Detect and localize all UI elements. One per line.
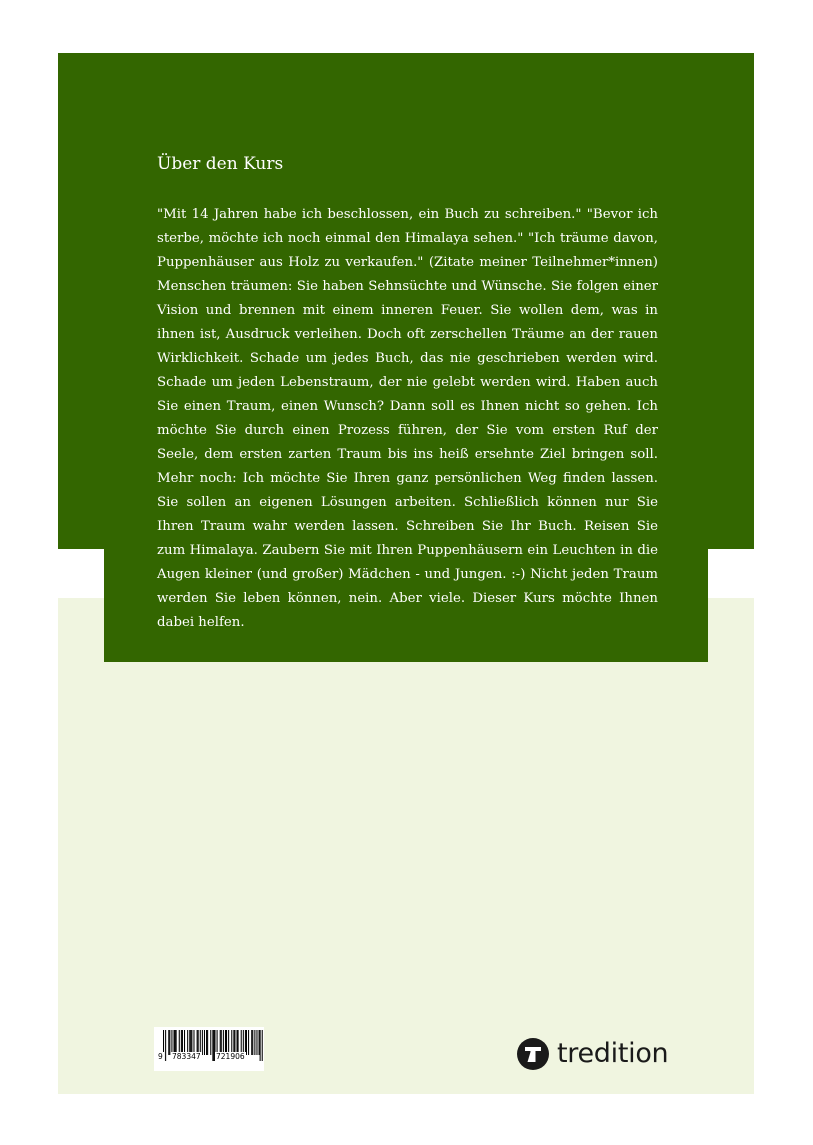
- barcode-digits-right: 721906: [216, 1052, 245, 1061]
- isbn-barcode: [154, 1027, 264, 1071]
- publisher-name: tredition: [557, 1038, 669, 1069]
- blurb-heading: Über den Kurs: [157, 154, 284, 174]
- cover-bottom-block: [58, 598, 754, 1094]
- publisher-logo: [517, 1036, 668, 1072]
- barcode-bars: [154, 1027, 264, 1071]
- blurb-text: "Mit 14 Jahren habe ich beschlossen, ein Buch zu schreiben." "Bevor ich sterbe, möchte ich noch einmal den Himalaya sehen." "Ich träume davon, Puppenhäuser aus Holz zu verkaufen." (Zitate meiner Teilnehmer*innen) Menschen träumen: Sie haben Sehnsüchte und Wünsche. Sie folgen einer Vision und brennen mit einem inneren Feuer. Sie wollen dem, was in ihnen ist, Ausdruck verleihen. Doch oft zerschellen Träume an der rauen Wirklichkeit. Schade um jedes Buch, das nie geschrieben werden wird. Schade um jeden Lebenstraum, der nie gelebt werden wird. Haben auch Sie einen Traum, einen Wunsch? Dann soll es Ihnen nicht so gehen. Ich möchte Sie durch einen Prozess führen, der Sie vom ersten Ruf der Seele, dem ersten zarten Traum bis ins heiß ersehnte Ziel bringen soll. Mehr noch: Ich möchte Sie Ihren ganz persönlichen Weg finden lassen. Sie sollen an eigenen Lösungen arbeiten. Schließlich können nur Sie Ihren Traum wahr werden lassen. Schreiben Sie Ihr Buch. Reisen Sie zum Himalaya. Zaubern Sie mit Ihren Puppenhäusern ein Leuchten in die Augen kleiner (und großer) Mädchen - und Jungen. :-) Nicht jeden Traum werden Sie leben können, nein. Aber viele. Dieser Kurs möchte Ihnen dabei helfen.: [157, 207, 658, 630]
- barcode-digit-first: 9: [158, 1052, 163, 1061]
- barcode-digits-left: 783347: [172, 1052, 201, 1061]
- tredition-logo-icon: [517, 1038, 549, 1070]
